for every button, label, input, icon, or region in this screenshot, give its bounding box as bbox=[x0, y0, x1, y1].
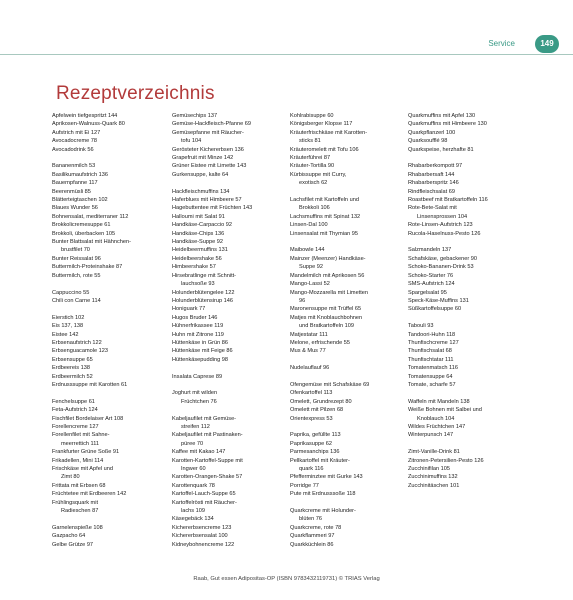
index-entry: Gelbe Grütze 97 bbox=[52, 541, 94, 548]
entry-spacer bbox=[172, 179, 290, 187]
index-entry: Halloumi mit Salat 91 bbox=[172, 213, 225, 220]
index-entry: blüten 76 bbox=[299, 516, 323, 523]
index-entry: Karottenquark 78 bbox=[172, 482, 215, 489]
index-entry: Quarkmuffins mit Himbeere 130 bbox=[408, 121, 487, 128]
index-entry: Buttermilch-Proteinshake 87 bbox=[52, 264, 123, 271]
index-entry: Bananenmilch 53 bbox=[52, 163, 96, 170]
index-entry: sticks 81 bbox=[299, 138, 321, 145]
index-entry: Süßkartoffelsuppe 60 bbox=[408, 306, 462, 313]
index-entry: Frühlingsquark mit bbox=[52, 499, 99, 506]
entry-spacer bbox=[290, 238, 408, 246]
entry-spacer bbox=[172, 364, 290, 372]
index-entry: Huhn mit Zitrone 119 bbox=[172, 331, 224, 338]
index-entry: Himbeershake 57 bbox=[172, 264, 216, 271]
index-entry: Lachsmuffins mit Spinat 132 bbox=[290, 213, 361, 220]
index-entry: Frischkäse mit Apfel und bbox=[52, 466, 113, 472]
index-entry: Handkäse-Chips 136 bbox=[172, 230, 225, 237]
entry-spacer bbox=[290, 373, 408, 381]
index-entry: Karotten-Orangen-Shake 57 bbox=[172, 474, 243, 481]
index-entry: Pfefferminztee mit Gurke 143 bbox=[290, 474, 363, 481]
index-entry: brustfilet 70 bbox=[61, 247, 90, 254]
index-entry: Tomatenmatsch 116 bbox=[408, 365, 458, 372]
index-entry: Fenchelsuppe 61 bbox=[52, 398, 95, 405]
index-entry: Zitronen-Petersilien-Pesto 126 bbox=[408, 457, 484, 464]
index-entry: Kabeljaufilet mit Gemüse- bbox=[172, 415, 237, 422]
index-entry: streifen 112 bbox=[181, 423, 210, 430]
index-entry: Ofengemüse mit Schafskäse 69 bbox=[290, 381, 370, 388]
entry-spacer bbox=[408, 389, 526, 397]
entry-spacer bbox=[408, 440, 526, 448]
index-entry: Zucchinifilan 105 bbox=[408, 465, 450, 472]
index-entry: exotisch 62 bbox=[299, 180, 328, 187]
index-entry: lauchsoße 93 bbox=[181, 281, 215, 288]
index-entry: Grapefruit mit Minze 142 bbox=[172, 155, 234, 162]
index-entry: Buttermilch, rote 55 bbox=[52, 272, 101, 279]
index-entry: Schoko-Bananen-Drink 53 bbox=[408, 264, 474, 271]
entry-spacer bbox=[408, 314, 526, 322]
page-title: Rezeptverzeichnis bbox=[56, 83, 215, 104]
index-entry: Frikadellen, Mini 114 bbox=[52, 457, 104, 464]
index-entry: Schoko-Starter 76 bbox=[408, 272, 454, 279]
index-entry: Hüttenkäse mit Feige 86 bbox=[172, 348, 233, 355]
entry-spacer bbox=[408, 238, 526, 246]
section-label: Service bbox=[488, 39, 515, 48]
index-entry: Maronensuppe mit Trüffel 65 bbox=[290, 306, 362, 313]
footer-citation: Raab, Gut essen Adipositas-OP (ISBN 9783432119731) © TRIAS Verlag bbox=[193, 576, 380, 582]
index-entry: Haferblues mit Himbeere 57 bbox=[172, 197, 242, 204]
index-entry: SMS-Aufstrich 124 bbox=[408, 281, 455, 288]
index-entry: Tandoori-Huhn 118 bbox=[408, 331, 456, 338]
index-entry: Orientexpress 53 bbox=[290, 415, 333, 422]
index-entry: Hackfleischmuffins 134 bbox=[172, 188, 230, 195]
index-entry: Bauernpfanne 117 bbox=[52, 180, 98, 187]
index-entry: Radieschen 87 bbox=[61, 508, 99, 515]
entry-spacer bbox=[52, 389, 170, 397]
index-entry: Forellenfilet mit Sahne- bbox=[52, 432, 110, 439]
index-entry: Erdnusssuppe mit Karotten 61 bbox=[52, 381, 128, 388]
index-entry: Schafskäse, gebackener 90 bbox=[408, 255, 478, 262]
index-entry: Paprika, gefüllte 113 bbox=[290, 432, 341, 439]
index-entry: Eis 137, 138 bbox=[52, 323, 84, 330]
index-entry: Pute mit Erdnusssoße 118 bbox=[290, 491, 356, 498]
index-entry: Mus & Mus 77 bbox=[290, 348, 326, 355]
index-entry: Matjes mit Knoblauchbohnen bbox=[290, 314, 363, 321]
index-entry: Heidelbeermuffins 131 bbox=[172, 247, 228, 254]
index-entry: Karotten-Kartoffel-Suppe mit bbox=[172, 457, 243, 464]
index-entry: Holunderblütensirup 146 bbox=[172, 297, 233, 304]
index-entry: Beerenmüsli 85 bbox=[52, 188, 91, 195]
index-entry: und Bratkartoffeln 109 bbox=[299, 323, 354, 330]
index-entry: Tabouli 93 bbox=[408, 323, 434, 330]
index-entry: Quarkmuffins mit Apfel 130 bbox=[408, 113, 476, 119]
index-entry: Handkäse-Carpaccio 92 bbox=[172, 222, 233, 229]
index-entry: Kräuterführei 87 bbox=[290, 155, 331, 162]
index-entry: Hagebuttentee mit Früchten 143 bbox=[172, 205, 253, 212]
index-entry: Thunfischtatar 111 bbox=[408, 356, 454, 363]
index-entry: Erbsenguacamole 123 bbox=[52, 348, 108, 355]
index-entry: Kürbissuppe mit Curry, bbox=[290, 171, 347, 178]
index-entry: Aprikosen-Walnuss-Quark 80 bbox=[52, 121, 125, 128]
index-entry: lachs 109 bbox=[181, 508, 205, 515]
index-entry: Ingwer 60 bbox=[181, 466, 206, 472]
index-entry: Melone, erfrischende 55 bbox=[290, 339, 351, 346]
index-entry: Garnelenspieße 108 bbox=[52, 524, 103, 531]
index-entry: Rote-Bete-Salat mit bbox=[408, 205, 457, 212]
index-entry: püree 70 bbox=[181, 440, 204, 447]
index-entry: Thunfischsalat 68 bbox=[408, 348, 452, 355]
index-entry: Gerösteter Kichererbsen 136 bbox=[172, 146, 244, 153]
index-entry: Avocadocreme 78 bbox=[52, 138, 97, 145]
index-entry: Gemüsechips 137 bbox=[172, 113, 218, 119]
index-entry: Wildes Früchtchen 147 bbox=[408, 423, 466, 430]
index-entry: Kichererbsencreme 123 bbox=[172, 524, 232, 531]
index-entry: Erbsenaufstrich 122 bbox=[52, 339, 102, 346]
index-entry: Weiße Bohnen mit Salbei und bbox=[408, 407, 482, 414]
index-entry: tofu 104 bbox=[181, 138, 202, 145]
index-entry: Rote-Linsen-Aufstrich 123 bbox=[408, 222, 473, 229]
index-entry: Maibowle 144 bbox=[290, 247, 325, 254]
index-entry: Erdbeereis 138 bbox=[52, 365, 90, 372]
index-entry: Thunfischcreme 127 bbox=[408, 339, 459, 346]
index-entry: Quarkcreme mit Holunder- bbox=[290, 508, 356, 514]
index-column-1 bbox=[52, 112, 170, 549]
index-entry: Früchtchen 76 bbox=[181, 398, 217, 405]
index-entry: Insalata Caprese 89 bbox=[172, 373, 223, 380]
index-entry: Früchtetee mit Erdbeeren 142 bbox=[52, 491, 127, 498]
index-entry: Grüner Eistee mit Limette 143 bbox=[172, 163, 247, 170]
index-entry: Gurkensuppe, kalte 64 bbox=[172, 171, 229, 178]
index-entry: Winterpunsch 147 bbox=[408, 432, 454, 439]
index-entry: Hüttenkäse in Grün 86 bbox=[172, 339, 228, 346]
index-entry: Königsberger Klopse 117 bbox=[290, 121, 353, 128]
index-entry: Gemüsepfanne mit Räucher- bbox=[172, 129, 244, 136]
index-entry: Basilikumaufstrich 136 bbox=[52, 171, 108, 178]
index-entry: Knoblauch 104 bbox=[417, 415, 455, 422]
index-entry: Rindfleischsalat 69 bbox=[408, 188, 455, 195]
index-entry: Rucola-Haselnuss-Pesto 126 bbox=[408, 230, 481, 237]
index-entry: Fischfilet Bordelaiser Art 108 bbox=[52, 415, 124, 422]
index-entry: Feta-Aufstrich 124 bbox=[52, 407, 98, 414]
index-entry: Zimt 80 bbox=[61, 474, 80, 481]
header-rule bbox=[0, 32, 573, 55]
index-entry: Hühnerfrikassee 119 bbox=[172, 323, 224, 330]
index-entry: Aufstrich mit Ei 127 bbox=[52, 129, 101, 136]
index-entry: Linsen-Dal 100 bbox=[290, 222, 328, 229]
page-number-badge: 149 bbox=[535, 35, 559, 53]
index-entry: Gazpacho 64 bbox=[52, 533, 86, 540]
index-entry: Rhabarberspritz 146 bbox=[408, 180, 459, 187]
index-entry: Linsensalat mit Thymian 95 bbox=[290, 230, 358, 237]
index-entry: Kartoffelrösti mit Räucher- bbox=[172, 499, 237, 506]
index-entry: Kidneybohnencreme 122 bbox=[172, 541, 235, 548]
entry-spacer bbox=[408, 154, 526, 162]
index-entry: Tomatensuppe 64 bbox=[408, 373, 453, 380]
index-entry: Rhabarberkompott 97 bbox=[408, 163, 463, 170]
index-entry: Omelett mit Pilzen 68 bbox=[290, 407, 344, 414]
index-entry: Zimt-Vanille-Drink 81 bbox=[408, 449, 460, 456]
entry-spacer bbox=[52, 515, 170, 523]
index-entry: Mainzer (Meenzer) Handkäse- bbox=[290, 255, 366, 262]
entry-spacer bbox=[290, 423, 408, 431]
index-entry: quark 116 bbox=[299, 465, 324, 472]
index-entry: Hüttenkäsepudding 98 bbox=[172, 356, 228, 363]
index-entry: Erbsensuppe 65 bbox=[52, 356, 93, 363]
index-entry: Honiguark 77 bbox=[172, 306, 206, 313]
index-entry: Holunderblütengelee 122 bbox=[172, 289, 235, 296]
index-entry: Mango-Mozzarella mit Limetten bbox=[290, 289, 369, 296]
index-entry: Quarkpflanzerl 100 bbox=[408, 129, 456, 136]
index-entry: Brokkolicremesuppe 61 bbox=[52, 222, 111, 229]
entry-spacer bbox=[52, 280, 170, 288]
index-entry: Mandelmilch mit Aprikosen 56 bbox=[290, 272, 365, 279]
index-entry: Brokkoli, überbacken 105 bbox=[52, 230, 116, 237]
index-entry: Kräuterfrischkäse mit Karotten- bbox=[290, 129, 368, 136]
index-entry: Zucchinimuffins 132 bbox=[408, 474, 458, 481]
index-column-3 bbox=[290, 112, 408, 549]
index-entry: Handkäse-Suppe 92 bbox=[172, 239, 224, 246]
index-entry: Quarksoufflé 98 bbox=[408, 138, 448, 145]
index-entry: Tomate, scharfe 57 bbox=[408, 381, 456, 388]
index-entry: Heidelbeershake 56 bbox=[172, 255, 222, 262]
index-entry: Paprikasuppe 62 bbox=[290, 440, 332, 447]
index-entry: Mango-Lassi 52 bbox=[290, 281, 330, 288]
index-entry: Brokkoli 106 bbox=[299, 205, 330, 212]
index-column-2 bbox=[172, 112, 290, 549]
entry-spacer bbox=[290, 188, 408, 196]
index-entry: Chili con Carne 114 bbox=[52, 297, 101, 304]
index-entry: Rhabarbersaft 144 bbox=[408, 171, 455, 178]
index-entry: Forellencreme 127 bbox=[52, 423, 99, 430]
index-entry: Hirsebratlinge mit Schnitt- bbox=[172, 272, 237, 279]
index-entry: meerrettich 111 bbox=[61, 440, 100, 447]
index-entry: Eistee 142 bbox=[52, 331, 79, 338]
index-entry: Quarkküchlein 86 bbox=[290, 541, 334, 548]
index-entry: Cappuccino 55 bbox=[52, 289, 90, 296]
entry-spacer bbox=[290, 356, 408, 364]
index-entry: Nudelauflauf 96 bbox=[290, 365, 330, 372]
entry-spacer bbox=[52, 305, 170, 313]
index-entry: Käsegebäck 134 bbox=[172, 516, 214, 523]
index-entry: Salzmandeln 137 bbox=[408, 247, 452, 254]
index-entry: Joghurt mit wilden bbox=[172, 390, 218, 397]
index-entry: Apfelwein tiefgespritzt 144 bbox=[52, 113, 118, 119]
entry-spacer bbox=[52, 154, 170, 162]
index-entry: Avocadodrink 56 bbox=[52, 146, 94, 153]
index-entry: Roastbeef mit Bratkartoffeln 116 bbox=[408, 197, 488, 204]
entry-spacer bbox=[172, 381, 290, 389]
index-entry: Suppe 92 bbox=[299, 264, 323, 271]
index-entry: Kräuter-Tortilla 90 bbox=[290, 163, 335, 170]
index-entry: Frittata mit Erbsen 68 bbox=[52, 482, 106, 489]
index-entry: Bunter Blattsalat mit Hähnchen- bbox=[52, 239, 131, 246]
index-entry: Gemüse-Hackfleisch-Pfanne 69 bbox=[172, 121, 251, 128]
index-entry: Blaues Wunder 56 bbox=[52, 205, 98, 212]
index-entry: Pellkartoffel mit Kräuter- bbox=[290, 457, 350, 464]
index-entry: Eierstich 102 bbox=[52, 314, 85, 321]
index-entry: Speck-Käse-Muffins 131 bbox=[408, 297, 469, 304]
index-entry: Lachsfilet mit Kartoffeln und bbox=[290, 197, 359, 204]
index-entry: Kichererbsensalat 100 bbox=[172, 533, 228, 540]
index-column-4 bbox=[408, 112, 526, 490]
index-entry: Kräuteromelett mit Tofu 106 bbox=[290, 146, 359, 153]
index-entry: Spargelsalat 95 bbox=[408, 289, 447, 296]
index-entry: Kohlrabisuppe 60 bbox=[290, 113, 334, 119]
index-entry: Kabeljaufilet mit Pastinaken- bbox=[172, 432, 243, 439]
index-entry: Bohnensalat, mediterraner 112 bbox=[52, 213, 129, 220]
index-entry: Quarkspeise, herzhafte 81 bbox=[408, 146, 474, 153]
index-entry: Blätterteigtaschen 102 bbox=[52, 197, 108, 204]
index-entry: Waffeln mit Mandeln 138 bbox=[408, 398, 470, 405]
index-entry: Porridge 77 bbox=[290, 482, 319, 489]
index-entry: Linsensprossen 104 bbox=[417, 213, 468, 220]
entry-spacer bbox=[172, 406, 290, 414]
index-entry: Matjestatar 111 bbox=[290, 331, 328, 338]
index-entry: 96 bbox=[299, 297, 306, 304]
index-entry: Frankfurter Grüne Soße 91 bbox=[52, 449, 120, 456]
index-entry: Hugos Bruder 146 bbox=[172, 314, 218, 321]
index-entry: Kaffee mit Kakao 147 bbox=[172, 449, 226, 456]
index-entry: Quarkcreme, rote 78 bbox=[290, 524, 342, 531]
index-entry: Bunter Reissalat 96 bbox=[52, 255, 101, 262]
index-entry: Parmesanchips 136 bbox=[290, 449, 340, 456]
index-entry: Omelett, Grundrezept 80 bbox=[290, 398, 352, 405]
entry-spacer bbox=[290, 499, 408, 507]
index-entry: Zucchinitäschen 101 bbox=[408, 482, 460, 489]
index-entry: Ofenkartoffel 113 bbox=[290, 390, 333, 397]
index-entry: Erdbeermilch 52 bbox=[52, 373, 93, 380]
index-entry: Kartoffel-Lauch-Suppe 65 bbox=[172, 491, 236, 498]
index-entry: Quarkflammeri 97 bbox=[290, 533, 335, 540]
